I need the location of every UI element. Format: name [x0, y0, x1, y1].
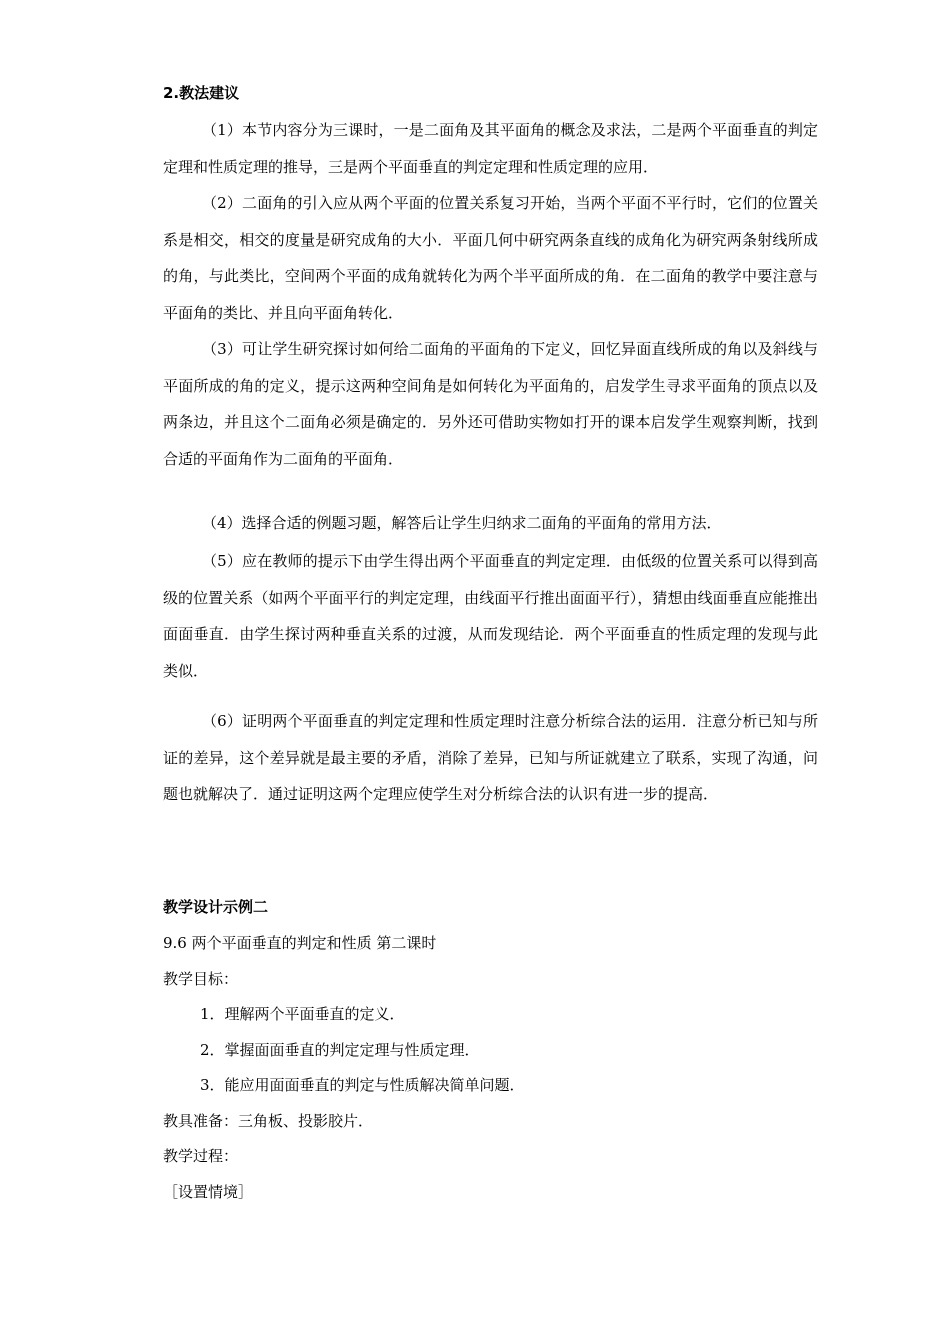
objective-item-1: 1．理解两个平面垂直的定义．: [200, 1005, 405, 1023]
objectives-label: 教学目标：: [163, 970, 239, 988]
scene-label: ［设置情境］: [163, 1183, 254, 1201]
paragraph-6: （6）证明两个平面垂直的判定定理和性质定理时注意分析综合法的运用．注意分析已知与所证的差异，这个差异就是最主要的矛盾，消除了差异，已知与所证就建立了联系，实现了沟通，问题也就解决了．通过证明这两个定理应使学生对分析综合法的认识有进一步的提高．: [163, 712, 818, 804]
paragraph-5: （5）应在教师的提示下由学生得出两个平面垂直的判定定理．由低级的位置关系可以得到高级的位置关系（如两个平面平行的判定定理，由线面平行推出面面平行），猜想由线面垂直应能推出面面垂直．由学生探讨两种垂直关系的过渡，从而发现结论．两个平面垂直的性质定理的发现与此类似．: [163, 552, 818, 680]
paragraph-4: （4）选择合适的例题习题，解答后让学生归纳求二面角的平面角的常用方法．: [202, 514, 722, 532]
process-label: 教学过程：: [163, 1147, 239, 1165]
teaching-tools: 教具准备：三角板、投影胶片．: [163, 1112, 374, 1130]
paragraph-3: （3）可让学生研究探讨如何给二面角的平面角的下定义，回忆异面直线所成的角以及斜线与平面所成的角的定义，提示这两种空间角是如何转化为平面角的，启发学生寻求平面角的顶点以及两条边，并且这个二面角必须是确定的．另外还可借助实物如打开的课本启发学生观察判断，找到合适的平面角作为二面角的平面角．: [163, 340, 818, 468]
paragraph-1: （1）本节内容分为三课时，一是二面角及其平面角的概念及求法，二是两个平面垂直的判定定理和性质定理的推导，三是两个平面垂直的判定定理和性质定理的应用．: [163, 121, 818, 176]
objective-item-3: 3．能应用面面垂直的判定与性质解决简单问题．: [200, 1076, 525, 1094]
paragraph-2: （2）二面角的引入应从两个平面的位置关系复习开始，当两个平面不平行时，它们的位置关系是相交，相交的度量是研究成角的大小．平面几何中研究两条直线的成角化为研究两条射线所成的角，与此类比，空间两个平面的成角就转化为两个半平面所成的角．在二面角的教学中要注意与平面角的类比、并且向平面角转化．: [163, 194, 818, 322]
section-heading: 2.教法建议: [163, 84, 240, 102]
lesson-title: 9.6 两个平面垂直的判定和性质 第二课时: [163, 934, 437, 952]
objective-item-2: 2．掌握面面垂直的判定定理与性质定理．: [200, 1041, 480, 1059]
example-heading: 教学设计示例二: [163, 898, 269, 916]
